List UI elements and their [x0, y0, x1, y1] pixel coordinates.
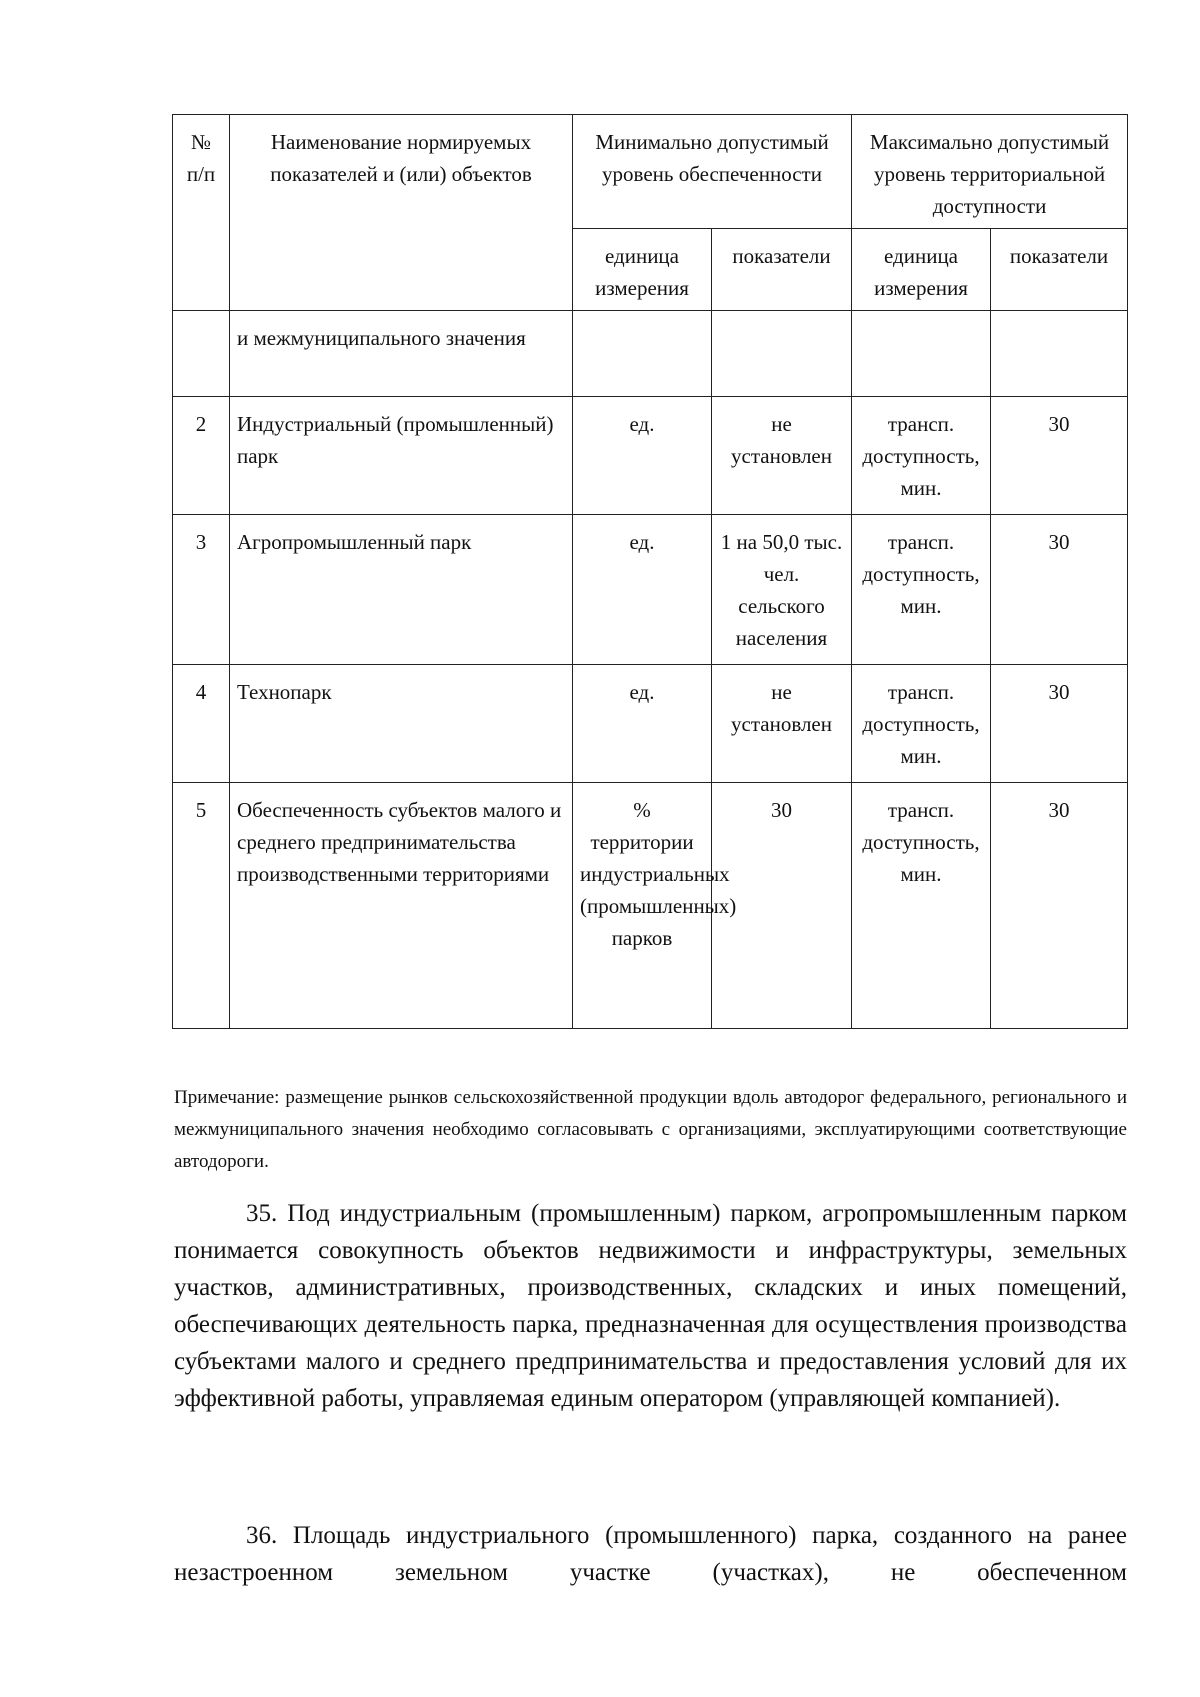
row-min-value: 30: [712, 783, 852, 1029]
row-max-unit: трансп. доступность, мин.: [852, 397, 991, 515]
row-min-unit: ед.: [573, 397, 712, 515]
table-header-row: [173, 115, 1128, 229]
paragraph-36: 36. Площадь индустриального (промышленного) парка, созданного на ранее незастроенном земельном участке (участках), не обеспеченном: [174, 1522, 1127, 1586]
row-min-unit: [573, 311, 712, 397]
row-min-value: не установлен: [712, 665, 852, 783]
row-min-unit: % территории индустриальных (промышленных) парков: [573, 783, 712, 1029]
row-num: 2: [173, 397, 230, 515]
row-num: [173, 311, 230, 397]
header-max-value: показатели: [991, 229, 1128, 311]
header-max-unit: единица измерения: [852, 229, 991, 311]
row-num: 4: [173, 665, 230, 783]
row-max-value: 30: [991, 783, 1128, 1029]
row-min-unit: ед.: [573, 665, 712, 783]
header-min-unit: единица измерения: [573, 229, 712, 311]
row-min-value: 1 на 50,0 тыс. чел. сельского населения: [712, 515, 852, 665]
table-row: [173, 783, 1128, 1029]
header-min-value: показатели: [712, 229, 852, 311]
row-min-unit: ед.: [573, 515, 712, 665]
row-max-unit: трансп. доступность, мин.: [852, 783, 991, 1029]
row-name: и межмуниципального значения: [230, 311, 573, 397]
row-max-value: 30: [991, 515, 1128, 665]
table-row: [173, 515, 1128, 665]
table-note: Примечание: размещение рынков сельскохозяйственной продукции вдоль автодорог федерального, регионального и межмуниципального значения необходимо согласовывать с организациями, эксплуатирующими соответствующие автодороги.: [174, 1087, 1127, 1172]
row-max-value: 30: [991, 397, 1128, 515]
paragraph-35: 35. Под индустриальным (промышленным) парком, агропромышленным парком понимается совокупность объектов недвижимости и инфраструктуры, земельных участков, административных, производственных, складских и иных помещений, обеспечивающих деятельность парка, предназначенная для осуществления производства субъектами малого и среднего предпринимательства и предоставления условий для их эффективной работы, управляемая единым оператором (управляющей компанией).: [174, 1200, 1127, 1412]
row-name: Обеспеченность субъектов малого и среднего предпринимательства производственными территориями: [230, 783, 573, 1029]
row-min-value: [712, 311, 852, 397]
row-name: Технопарк: [230, 665, 573, 783]
table-row: [173, 311, 1128, 397]
row-max-unit: трансп. доступность, мин.: [852, 515, 991, 665]
row-min-value: не установлен: [712, 397, 852, 515]
row-max-unit: [852, 311, 991, 397]
table-row: [173, 397, 1128, 515]
row-name: Индустриальный (промышленный) парк: [230, 397, 573, 515]
header-num: № п/п: [173, 115, 230, 311]
row-name: Агропромышленный парк: [230, 515, 573, 665]
table-row: [173, 665, 1128, 783]
row-max-unit: трансп. доступность, мин.: [852, 665, 991, 783]
row-num: 5: [173, 783, 230, 1029]
header-max-group: Максимально допустимый уровень территориальной доступности: [852, 115, 1128, 229]
row-max-value: [991, 311, 1128, 397]
norms-table: [172, 114, 1128, 1029]
header-min-group: Минимально допустимый уровень обеспеченности: [573, 115, 852, 229]
header-name: Наименование нормируемых показателей и (или) объектов: [230, 115, 573, 311]
row-max-value: 30: [991, 665, 1128, 783]
row-num: 3: [173, 515, 230, 665]
